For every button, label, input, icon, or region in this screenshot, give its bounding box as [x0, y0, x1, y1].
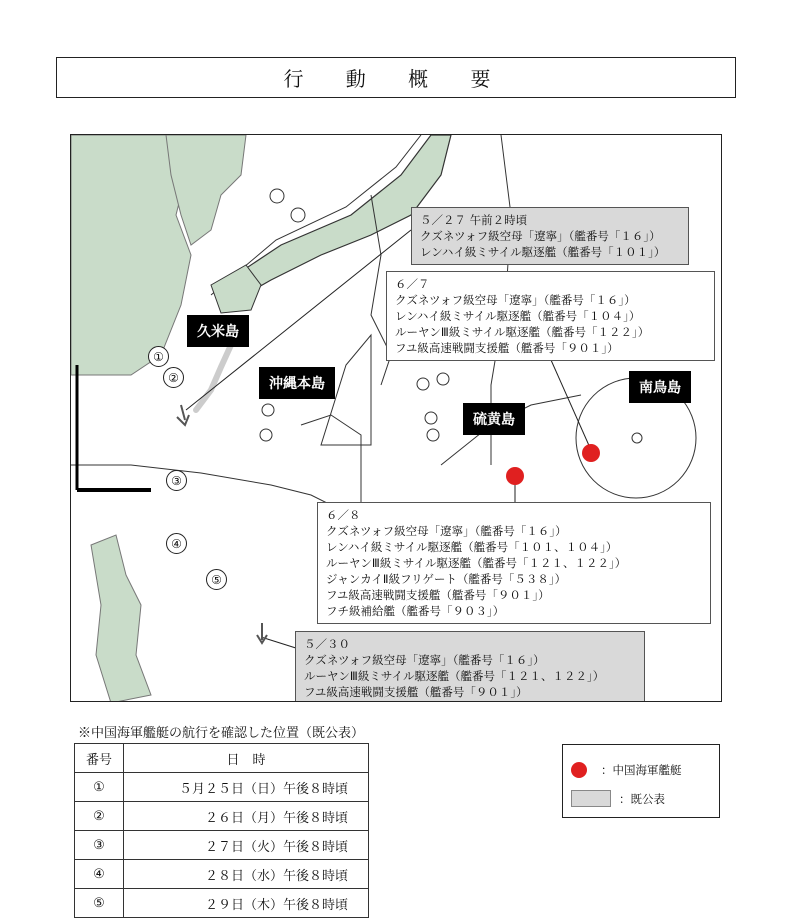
- table-row: ⑤ ２９日（木）午後８時頃: [75, 889, 369, 918]
- philippines-land: [91, 535, 151, 702]
- legend-ship: ：中国海軍艦艇: [571, 762, 682, 778]
- table-row: ① ５月２５日（日）午後８時頃: [75, 773, 369, 802]
- position-marker-4: ④: [166, 533, 187, 554]
- info-box-may27: ５／２７ 午前２時頃 クズネツォフ級空母「遼寧」（艦番号「１６」） レンハイ級ミサイル駆逐艦（艦番号「１０１」）: [411, 207, 689, 265]
- position-marker-1: ①: [148, 346, 169, 367]
- page-title: 行 動 概 要: [56, 57, 736, 98]
- minamitori-island: [632, 433, 642, 443]
- label-iwo-island: 硫黄島: [463, 403, 525, 435]
- label-okinawa: 沖縄本島: [259, 367, 335, 399]
- position-marker-2: ②: [163, 367, 184, 388]
- table-header: 番号: [75, 744, 124, 773]
- position-marker-3: ③: [166, 470, 187, 491]
- dates-table: [74, 743, 369, 918]
- legend: [562, 744, 720, 818]
- arrow-icon: [177, 405, 189, 425]
- info-box-jun8: ６／８ クズネツォフ級空母「遼寧」（艦番号「１６」） レンハイ級ミサイル駆逐艦（艦番号「１０１、１０４」） ルーヤンⅢ級ミサイル駆逐艦（艦番号「１２１、１２２」） ジャンカイⅡ級フリゲート（艦番号「５３８」） フユ級高速戦闘支援艦（艦番号「９０１」） フチ級補給艦（艦番号「９０３」）: [317, 502, 711, 624]
- table-header: 日 時: [124, 744, 369, 773]
- position-marker-5: ⑤: [206, 569, 227, 590]
- grey-box-icon: [571, 790, 611, 807]
- legend-published: ：既公表: [571, 790, 665, 807]
- table-row: ③ ２７日（火）午後８時頃: [75, 831, 369, 860]
- footnote: ※中国海軍艦艇の航行を確認した位置（既公表）: [78, 726, 365, 741]
- info-box-may30: ５／３０ クズネツォフ級空母「遼寧」（艦番号「１６」） ルーヤンⅢ級ミサイル駆逐艦（艦番号「１２１、１２２」） フユ級高速戦闘支援艦（艦番号「９０１」）: [295, 631, 645, 702]
- label-kume-island: 久米島: [187, 315, 249, 347]
- ship-position-marker: [582, 444, 600, 462]
- info-box-jun7: ６／７ クズネツォフ級空母「遼寧」（艦番号「１６」） レンハイ級ミサイル駆逐艦（艦番号「１０４」） ルーヤンⅢ級ミサイル駆逐艦（艦番号「１２２」） フユ級高速戦闘支援艦（艦番号「９０１」）: [386, 271, 715, 361]
- arrow-icon: [257, 623, 267, 643]
- table-row: ② ２６日（月）午後８時頃: [75, 802, 369, 831]
- table-row: ④ ２８日（水）午後８時頃: [75, 860, 369, 889]
- table-header-row: [75, 744, 369, 773]
- label-minamitori: 南鳥島: [629, 371, 691, 403]
- map: [70, 134, 722, 702]
- red-dot-icon: [571, 762, 587, 778]
- ship-position-marker: [506, 467, 524, 485]
